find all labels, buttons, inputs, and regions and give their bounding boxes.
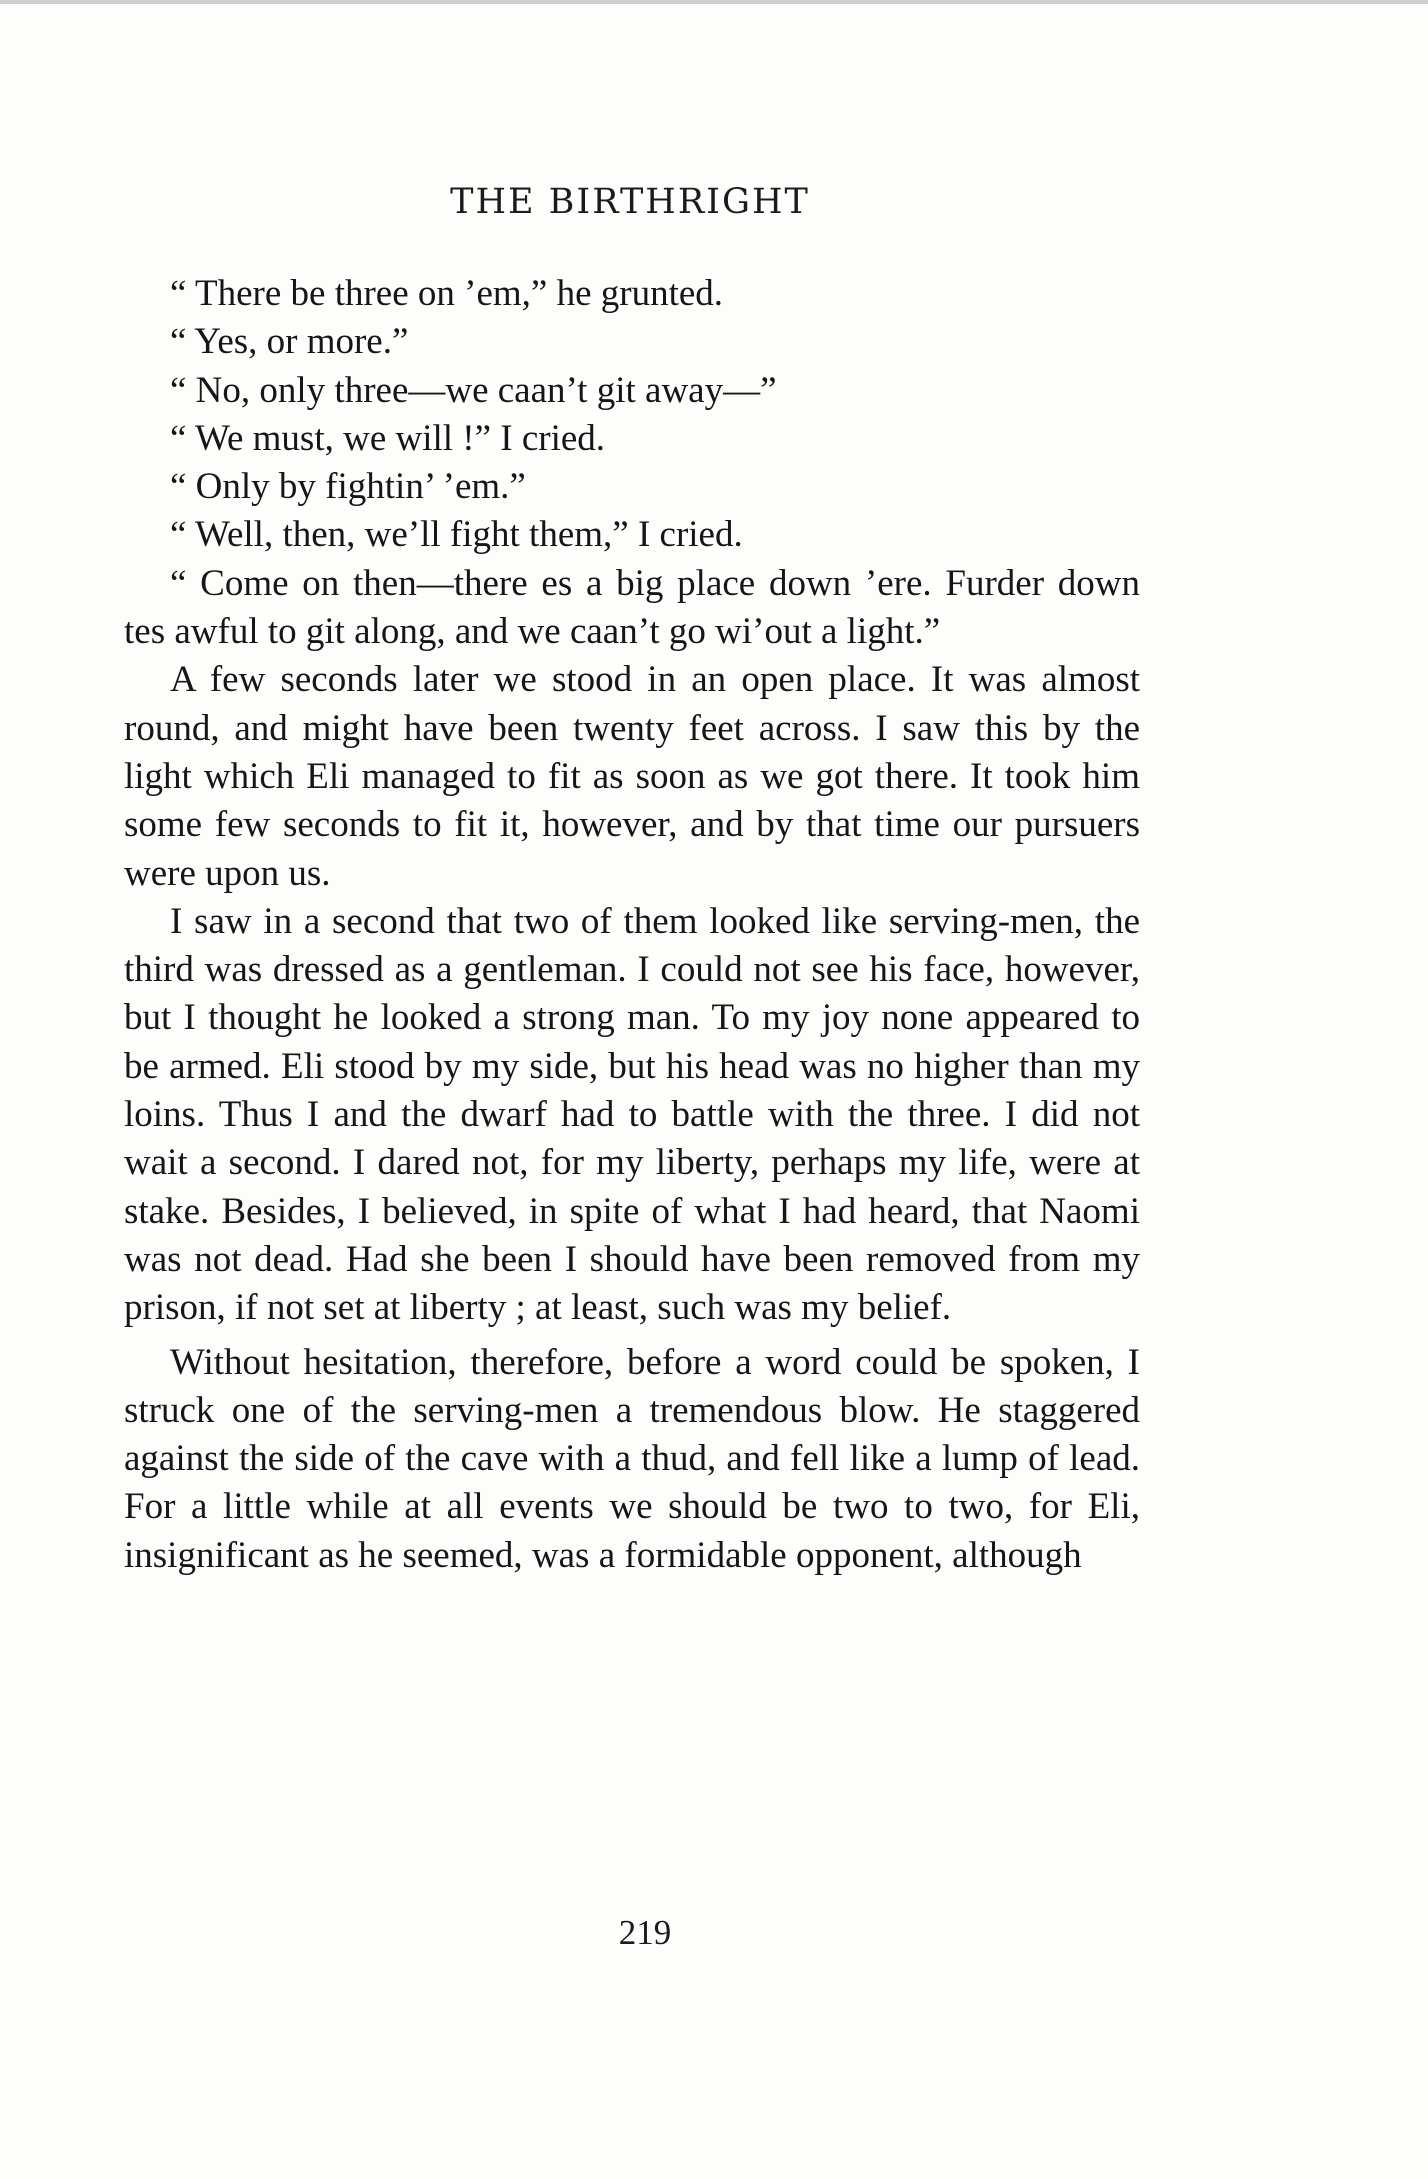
paragraph: “ No, only three—we caan’t git away—” bbox=[170, 369, 777, 411]
page-number: 219 bbox=[618, 1913, 672, 1952]
running-head: THE BIRTHRIGHT bbox=[450, 182, 810, 222]
paragraph: “ Well, then, we’ll fight them,” I cried. bbox=[170, 514, 743, 556]
body-text bbox=[124, 270, 1140, 1580]
paragraph: “ We must, we will !” I cried. bbox=[170, 417, 606, 459]
paragraph: “ Yes, or more.” bbox=[170, 321, 409, 363]
paragraph: I saw in a second that two of them looked like serving-men, the third was dressed as a gentleman. I could not see his face, however, but I thought he looked a strong man. To my joy none appeared to be armed. Eli stood by my side, but his head was no higher than my loins. Thus I and the dwarf had to battle with the three. I did not wait a second. I dared not, for my liberty, perhaps my life, were at stake. Besides, I believed, in spite of what I had heard, that Naomi was not dead. Had she been I should have been removed from my prison, if not set at liberty ; at least, such was my belief. bbox=[124, 900, 1140, 1329]
page-top-edge bbox=[0, 0, 1428, 4]
paragraph: “ Come on then—there es a big place down ’ere. Furder down tes awful to git along, and we caan’t go wi’out a light.” bbox=[124, 562, 1140, 653]
paragraph: “ There be three on ’em,” he grunted. bbox=[170, 273, 724, 314]
paragraph: Without hesitation, therefore, before a word could be spoken, I struck one of the serving-men a tremendous blow. He staggered against the side of the cave with a thud, and fell like a lump of lead. For a little while at all events we should be two to two, for Eli, insignificant as he seemed, was a formidable opponent, although bbox=[124, 1341, 1140, 1576]
paragraph: “ Only by fightin’ ’em.” bbox=[170, 466, 526, 508]
paragraph: A few seconds later we stood in an open place. It was almost round, and might have been twenty feet across. I saw this by the light which Eli managed to fit as soon as we got there. It took him some few seconds to fit it, however, and by that time our pursuers were upon us. bbox=[124, 659, 1140, 894]
